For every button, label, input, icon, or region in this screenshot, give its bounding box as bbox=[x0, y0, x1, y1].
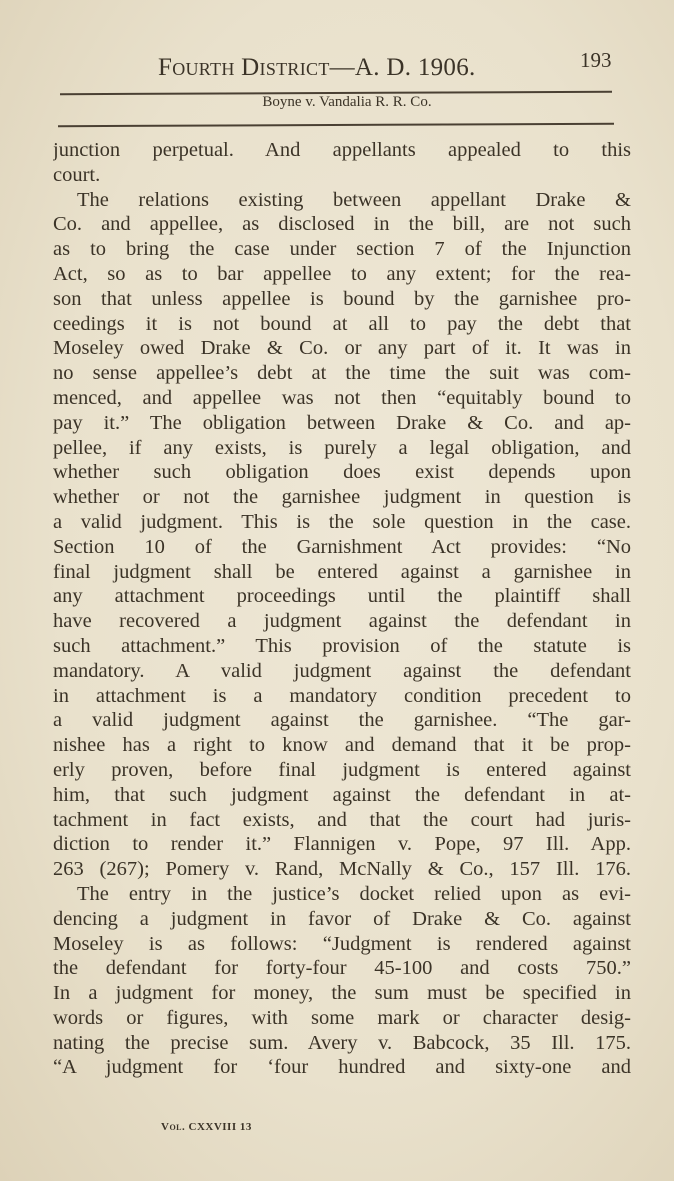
text-line: 263 (267); Pomery v. Rand, McNally & Co., 157 Ill. 176. bbox=[53, 858, 631, 881]
text-line: The relations existing between appellant Drake & bbox=[77, 188, 631, 211]
text-line: pay it.” The obligation between Drake & Co. and ap- bbox=[53, 411, 631, 434]
text-line: ceedings it is not bound at all to pay the debt that bbox=[53, 312, 631, 335]
text-line: in attachment is a mandatory condition precedent to bbox=[53, 684, 631, 707]
text-line: The entry in the justice’s docket relied upon as evi- bbox=[77, 882, 631, 905]
text-line: court. bbox=[53, 163, 101, 186]
text-line: Co. and appellee, as disclosed in the bill, are not such bbox=[53, 213, 631, 236]
text-line: such attachment.” This provision of the statute is bbox=[53, 634, 631, 657]
text-line: Moseley owed Drake & Co. or any part of it. It was in bbox=[53, 337, 631, 360]
text-line: Section 10 of the Garnishment Act provides: “No bbox=[53, 535, 631, 558]
running-header-title: Fourth District—A. D. 1906. bbox=[158, 54, 476, 81]
text-line: diction to render it.” Flannigen v. Pope, 97 Ill. App. bbox=[53, 833, 631, 856]
text-line: mandatory. A valid judgment against the defendant bbox=[53, 659, 631, 682]
text-line: a valid judgment against the garnishee. “The gar- bbox=[53, 709, 631, 732]
text-line: pellee, if any exists, is purely a legal obligation, and bbox=[53, 436, 631, 459]
text-line: words or figures, with some mark or character desig- bbox=[53, 1006, 631, 1029]
text-line: junction perpetual. And appellants appealed to this bbox=[53, 139, 631, 161]
text-line: a valid judgment. This is the sole question in the case. bbox=[53, 510, 631, 533]
text-line: “A judgment for ‘four hundred and sixty-one and bbox=[53, 1056, 631, 1079]
page-number: 193 bbox=[580, 48, 612, 72]
text-line: tachment in fact exists, and that the court had juris- bbox=[53, 808, 631, 831]
text-line: menced, and appellee was not then “equitably bound to bbox=[53, 386, 631, 409]
text-line: son that unless appellee is bound by the garnishee pro- bbox=[53, 287, 631, 310]
text-line: whether or not the garnishee judgment in question is bbox=[53, 486, 631, 509]
text-line: have recovered a judgment against the defendant in bbox=[53, 610, 631, 633]
footer-signature: Vol. CXXVIII 13 bbox=[161, 1121, 252, 1133]
text-line: whether such obligation does exist depends upon bbox=[53, 461, 631, 484]
text-line: as to bring the case under section 7 of the Injunction bbox=[53, 238, 631, 261]
running-head-case-title: Boyne v. Vandalia R. R. Co. bbox=[262, 94, 432, 110]
text-line: him, that such judgment against the defendant in at- bbox=[53, 783, 631, 806]
text-line: final judgment shall be entered against a garnishee in bbox=[53, 560, 631, 583]
text-line: erly proven, before final judgment is entered against bbox=[53, 758, 631, 781]
text-line: the defendant for forty-four 45-100 and costs 750.” bbox=[53, 957, 631, 980]
text-line: nishee has a right to know and demand that it be prop- bbox=[53, 734, 631, 757]
text-line: nating the precise sum. Avery v. Babcock, 35 Ill. 175. bbox=[53, 1031, 631, 1054]
text-line: Moseley is as follows: “Judgment is rendered against bbox=[53, 932, 631, 955]
text-line: Act, so as to bar appellee to any extent; for the rea- bbox=[53, 262, 631, 285]
text-line: no sense appellee’s debt at the time the suit was com- bbox=[53, 362, 631, 385]
header-rule-bottom bbox=[58, 123, 614, 127]
text-line: dencing a judgment in favor of Drake & Co. against bbox=[53, 907, 631, 930]
body-text bbox=[53, 138, 631, 1080]
text-line: any attachment proceedings until the plaintiff shall bbox=[53, 585, 631, 608]
text-line: In a judgment for money, the sum must be specified in bbox=[53, 982, 631, 1005]
